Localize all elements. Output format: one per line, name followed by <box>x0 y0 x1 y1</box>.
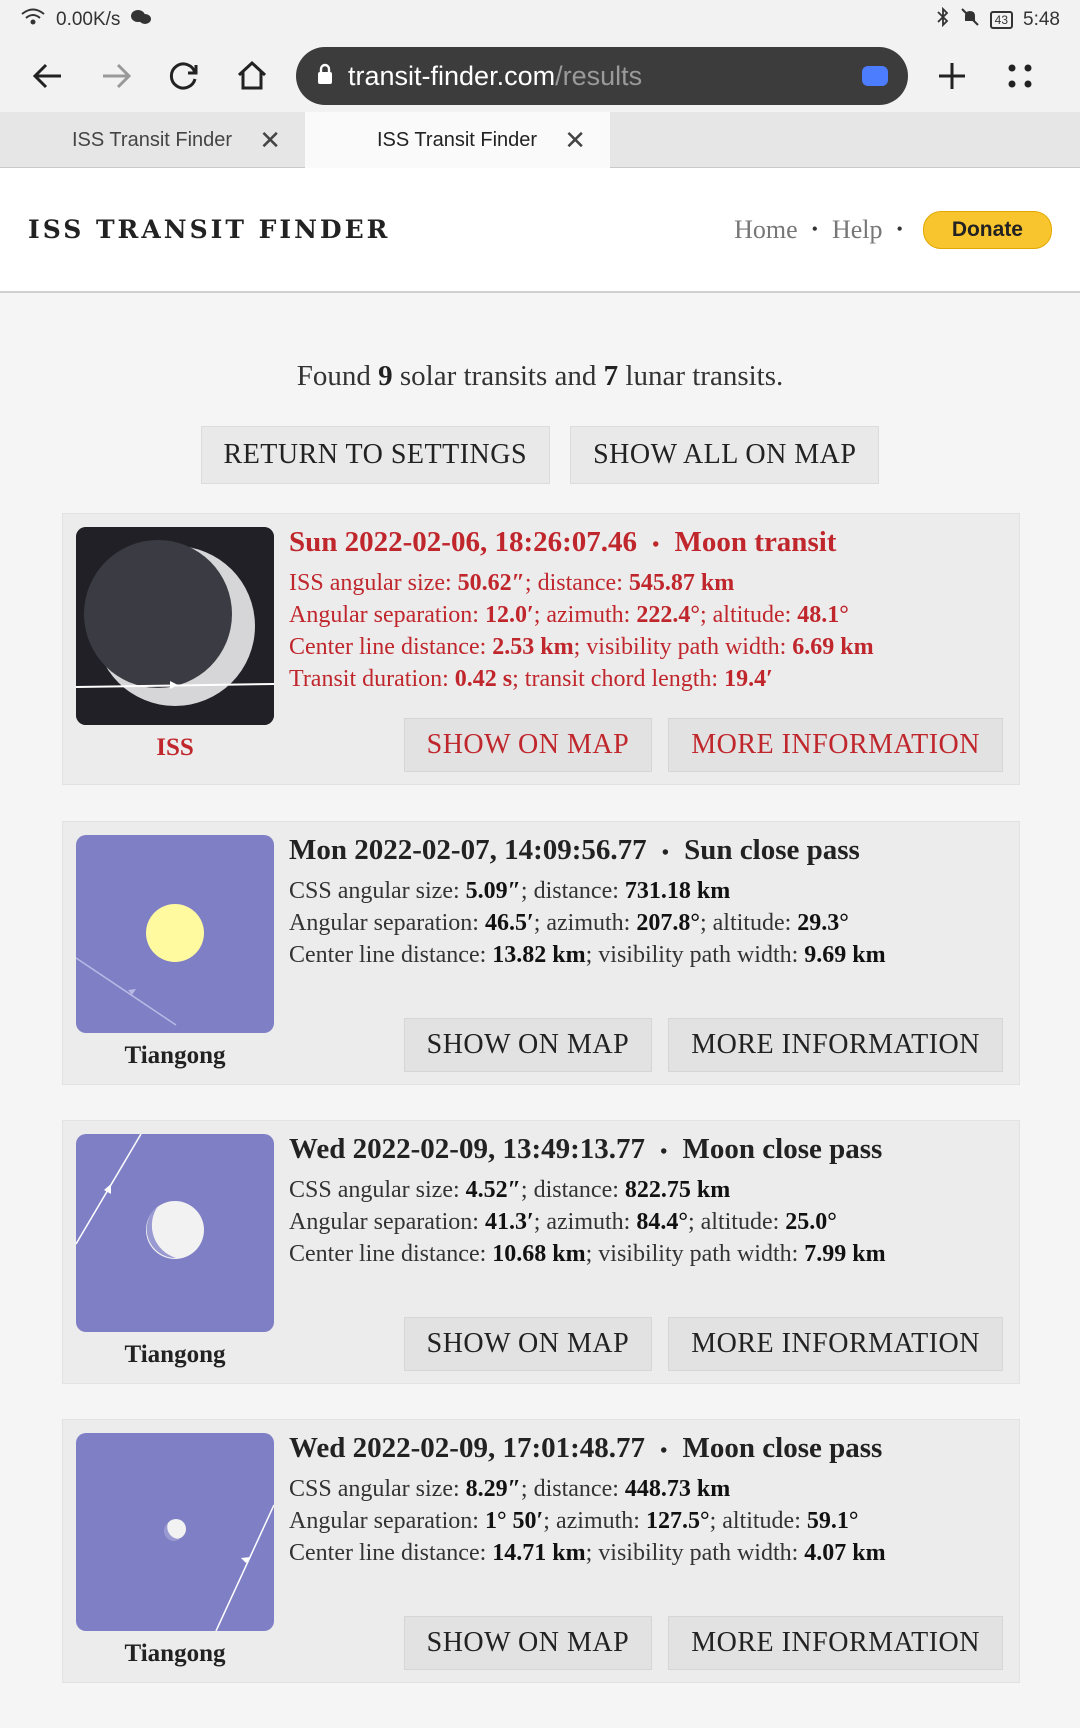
home-icon <box>235 59 269 93</box>
arrow-left-icon <box>31 59 65 93</box>
results-actions <box>0 426 1080 484</box>
show-on-map-button[interactable]: SHOW ON MAP <box>404 1018 653 1072</box>
sun-pass-image <box>76 835 274 1033</box>
transit-info <box>289 526 1009 695</box>
lock-icon <box>316 61 334 92</box>
lunar-count: 7 <box>603 360 619 392</box>
craft-label: Tiangong <box>124 1042 226 1069</box>
transit-thumbnail[interactable] <box>76 1134 274 1332</box>
transit-date: Wed 2022-02-09, 13:49:13.77 <box>289 1133 646 1165</box>
more-information-button[interactable]: MORE INFORMATION <box>668 1616 1003 1670</box>
tab-title: ISS Transit Finder <box>72 128 233 151</box>
moon-transit-image <box>76 527 274 725</box>
bullet: • <box>661 842 669 864</box>
transit-thumbnail[interactable] <box>76 527 274 725</box>
tab-strip <box>0 112 1080 168</box>
bluetooth-icon <box>936 7 950 33</box>
moon-pass-image <box>76 1134 274 1332</box>
show-on-map-button[interactable]: SHOW ON MAP <box>404 1317 653 1371</box>
card-buttons <box>404 718 1003 772</box>
event-type: Moon close pass <box>682 1133 883 1165</box>
reload-button[interactable] <box>156 48 212 104</box>
transit-heading <box>289 1432 1009 1465</box>
address-bar[interactable] <box>296 47 908 105</box>
bullet: • <box>652 534 660 556</box>
info-line: Transit duration: 0.42 s; transit chord length: 19.4′ <box>289 666 773 692</box>
more-information-button[interactable]: MORE INFORMATION <box>668 718 1003 772</box>
mute-bell-icon <box>960 7 980 33</box>
craft-label: Tiangong <box>124 1341 226 1368</box>
info-line: Angular separation: 41.3′; azimuth: 84.4°; altitude: 25.0° <box>289 1209 837 1235</box>
show-all-on-map-button[interactable]: SHOW ALL ON MAP <box>570 426 879 484</box>
transit-info <box>289 1133 1009 1270</box>
info-line: Angular separation: 1° 50′; azimuth: 127.5°; altitude: 59.1° <box>289 1508 859 1534</box>
moon-pass-image <box>76 1433 274 1631</box>
nav-help[interactable]: Help <box>831 214 883 244</box>
event-type: Moon close pass <box>682 1432 883 1464</box>
status-bar <box>0 0 1080 40</box>
craft-label: ISS <box>156 734 194 761</box>
result-card <box>62 513 1020 785</box>
info-line: CSS angular size: 8.29″; distance: 448.73 km <box>289 1476 731 1502</box>
home-button[interactable] <box>224 48 280 104</box>
transit-date: Sun 2022-02-06, 18:26:07.46 <box>289 526 638 558</box>
summary-text: Found <box>296 360 371 392</box>
dots-grid-icon <box>1003 59 1037 93</box>
card-buttons <box>404 1018 1003 1072</box>
nav-home[interactable]: Home <box>734 214 798 244</box>
transit-heading <box>289 526 1009 559</box>
more-information-button[interactable]: MORE INFORMATION <box>668 1018 1003 1072</box>
close-icon[interactable]: ✕ <box>564 124 586 155</box>
bullet: • <box>660 1440 668 1462</box>
result-card <box>62 821 1020 1085</box>
tab-2[interactable] <box>305 112 610 168</box>
back-button[interactable] <box>20 48 76 104</box>
info-line: Center line distance: 14.71 km; visibility path width: 4.07 km <box>289 1540 886 1566</box>
tab-1[interactable] <box>0 112 305 168</box>
summary-text: lunar transits. <box>625 360 784 392</box>
wifi-icon <box>20 7 46 33</box>
close-icon[interactable]: ✕ <box>259 124 281 155</box>
url-host: transit-finder.com <box>348 60 556 91</box>
summary-text: solar transits and <box>399 360 597 392</box>
plus-icon <box>935 59 969 93</box>
donate-button[interactable]: Donate <box>923 211 1052 249</box>
forward-button[interactable] <box>88 48 144 104</box>
info-line: Center line distance: 10.68 km; visibility path width: 7.99 km <box>289 1241 886 1267</box>
chat-icon <box>130 8 152 32</box>
transit-heading <box>289 834 1009 867</box>
nav-separator: • <box>811 219 818 239</box>
transit-heading <box>289 1133 1009 1166</box>
info-line: CSS angular size: 5.09″; distance: 731.18 km <box>289 878 731 904</box>
more-information-button[interactable]: MORE INFORMATION <box>668 1317 1003 1371</box>
info-line: CSS angular size: 4.52″; distance: 822.75 km <box>289 1177 731 1203</box>
battery-icon: 43 <box>990 11 1013 29</box>
transit-info <box>289 834 1009 971</box>
site-header <box>0 168 1080 293</box>
show-on-map-button[interactable]: SHOW ON MAP <box>404 1616 653 1670</box>
site-title[interactable]: ISS TRANSIT FINDER <box>28 215 391 244</box>
craft-label: Tiangong <box>124 1640 226 1667</box>
transit-date: Wed 2022-02-09, 17:01:48.77 <box>289 1432 646 1464</box>
result-card <box>62 1419 1020 1683</box>
card-buttons <box>404 1317 1003 1371</box>
card-buttons <box>404 1616 1003 1670</box>
transit-thumbnail[interactable] <box>76 1433 274 1631</box>
site-nav <box>734 211 1052 249</box>
transit-thumbnail[interactable] <box>76 835 274 1033</box>
transit-date: Mon 2022-02-07, 14:09:56.77 <box>289 834 647 866</box>
info-line: Center line distance: 13.82 km; visibility path width: 9.69 km <box>289 942 886 968</box>
tab-title: ISS Transit Finder <box>377 128 538 151</box>
info-line: Angular separation: 12.0′; azimuth: 222.4°; altitude: 48.1° <box>289 602 849 628</box>
nav-separator: • <box>896 219 903 239</box>
results-summary <box>0 360 1080 393</box>
info-line: Center line distance: 2.53 km; visibility path width: 6.69 km <box>289 634 874 660</box>
net-speed: 0.00K/s <box>56 9 121 30</box>
bullet: • <box>660 1141 668 1163</box>
event-type: Sun close pass <box>684 834 860 866</box>
info-line: Angular separation: 46.5′; azimuth: 207.8°; altitude: 29.3° <box>289 910 849 936</box>
show-on-map-button[interactable]: SHOW ON MAP <box>404 718 653 772</box>
solar-count: 9 <box>378 360 393 392</box>
url-path: /results <box>555 60 643 91</box>
transit-info <box>289 1432 1009 1569</box>
menu-button[interactable] <box>992 48 1048 104</box>
reload-icon <box>167 59 201 93</box>
event-type: Moon transit <box>674 526 837 558</box>
translate-icon[interactable] <box>862 66 888 86</box>
browser-toolbar <box>0 40 1080 112</box>
new-tab-button[interactable] <box>924 48 980 104</box>
return-to-settings-button[interactable]: RETURN TO SETTINGS <box>201 426 551 484</box>
info-line: ISS angular size: 50.62″; distance: 545.87 km <box>289 570 735 596</box>
result-card <box>62 1120 1020 1384</box>
clock: 5:48 <box>1023 9 1060 30</box>
arrow-right-icon <box>99 59 133 93</box>
